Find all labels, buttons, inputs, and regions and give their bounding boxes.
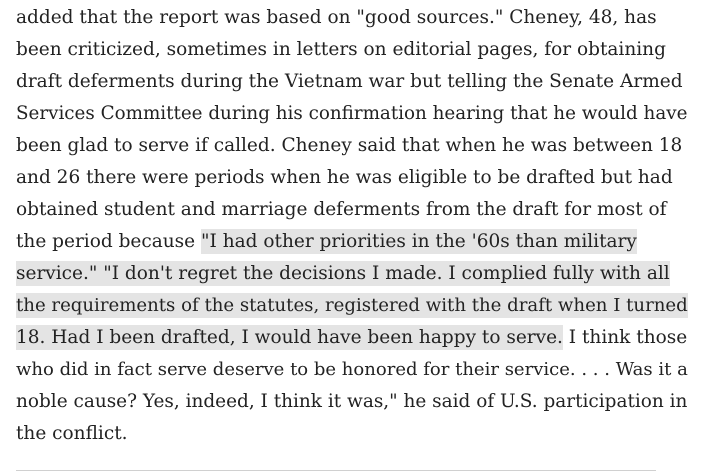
section-divider <box>16 470 656 471</box>
text-span: noble cause? Yes, indeed, I think it was," he said of U.S. participation in <box>16 391 688 412</box>
text-line <box>16 66 688 98</box>
article-body <box>16 2 688 450</box>
text-line <box>16 354 688 386</box>
text-span: I think those <box>562 327 688 348</box>
text-span: the period because <box>16 231 202 252</box>
text-line <box>16 290 688 322</box>
text-span: draft deferments during the Vietnam war but telling the Senate Armed <box>16 71 683 92</box>
text-line <box>16 2 688 34</box>
highlighted-quote: "I had other priorities in the '60s than military <box>201 231 637 252</box>
text-span: been criticized, sometimes in letters on editorial pages, for obtaining <box>16 39 666 60</box>
text-line <box>16 258 688 290</box>
text-line <box>16 386 688 418</box>
text-line <box>16 194 688 226</box>
text-span: who did in fact serve deserve to be honored for their service. . . . Was it a <box>16 359 688 380</box>
highlighted-quote: the requirements of the statutes, registered with the draft when I turned <box>16 295 688 316</box>
highlighted-quote: service." "I don't regret the decisions I made. I complied fully with all <box>16 263 670 284</box>
text-line <box>16 226 688 258</box>
text-line <box>16 418 688 450</box>
highlighted-quote: 18. Had I been drafted, I would have been happy to serve. <box>16 327 563 348</box>
text-line <box>16 322 688 354</box>
text-span: and 26 there were periods when he was eligible to be drafted but had <box>16 167 673 188</box>
text-line <box>16 130 688 162</box>
text-line <box>16 98 688 130</box>
text-span: been glad to serve if called. Cheney said that when he was between 18 <box>16 135 683 156</box>
text-span: added that the report was based on "good sources." Cheney, 48, has <box>16 7 657 28</box>
text-span: obtained student and marriage deferments from the draft for most of <box>16 199 667 220</box>
text-span: Services Committee during his confirmation hearing that he would have <box>16 103 688 124</box>
text-span: the conflict. <box>16 423 128 444</box>
text-line <box>16 34 688 66</box>
text-line <box>16 162 688 194</box>
